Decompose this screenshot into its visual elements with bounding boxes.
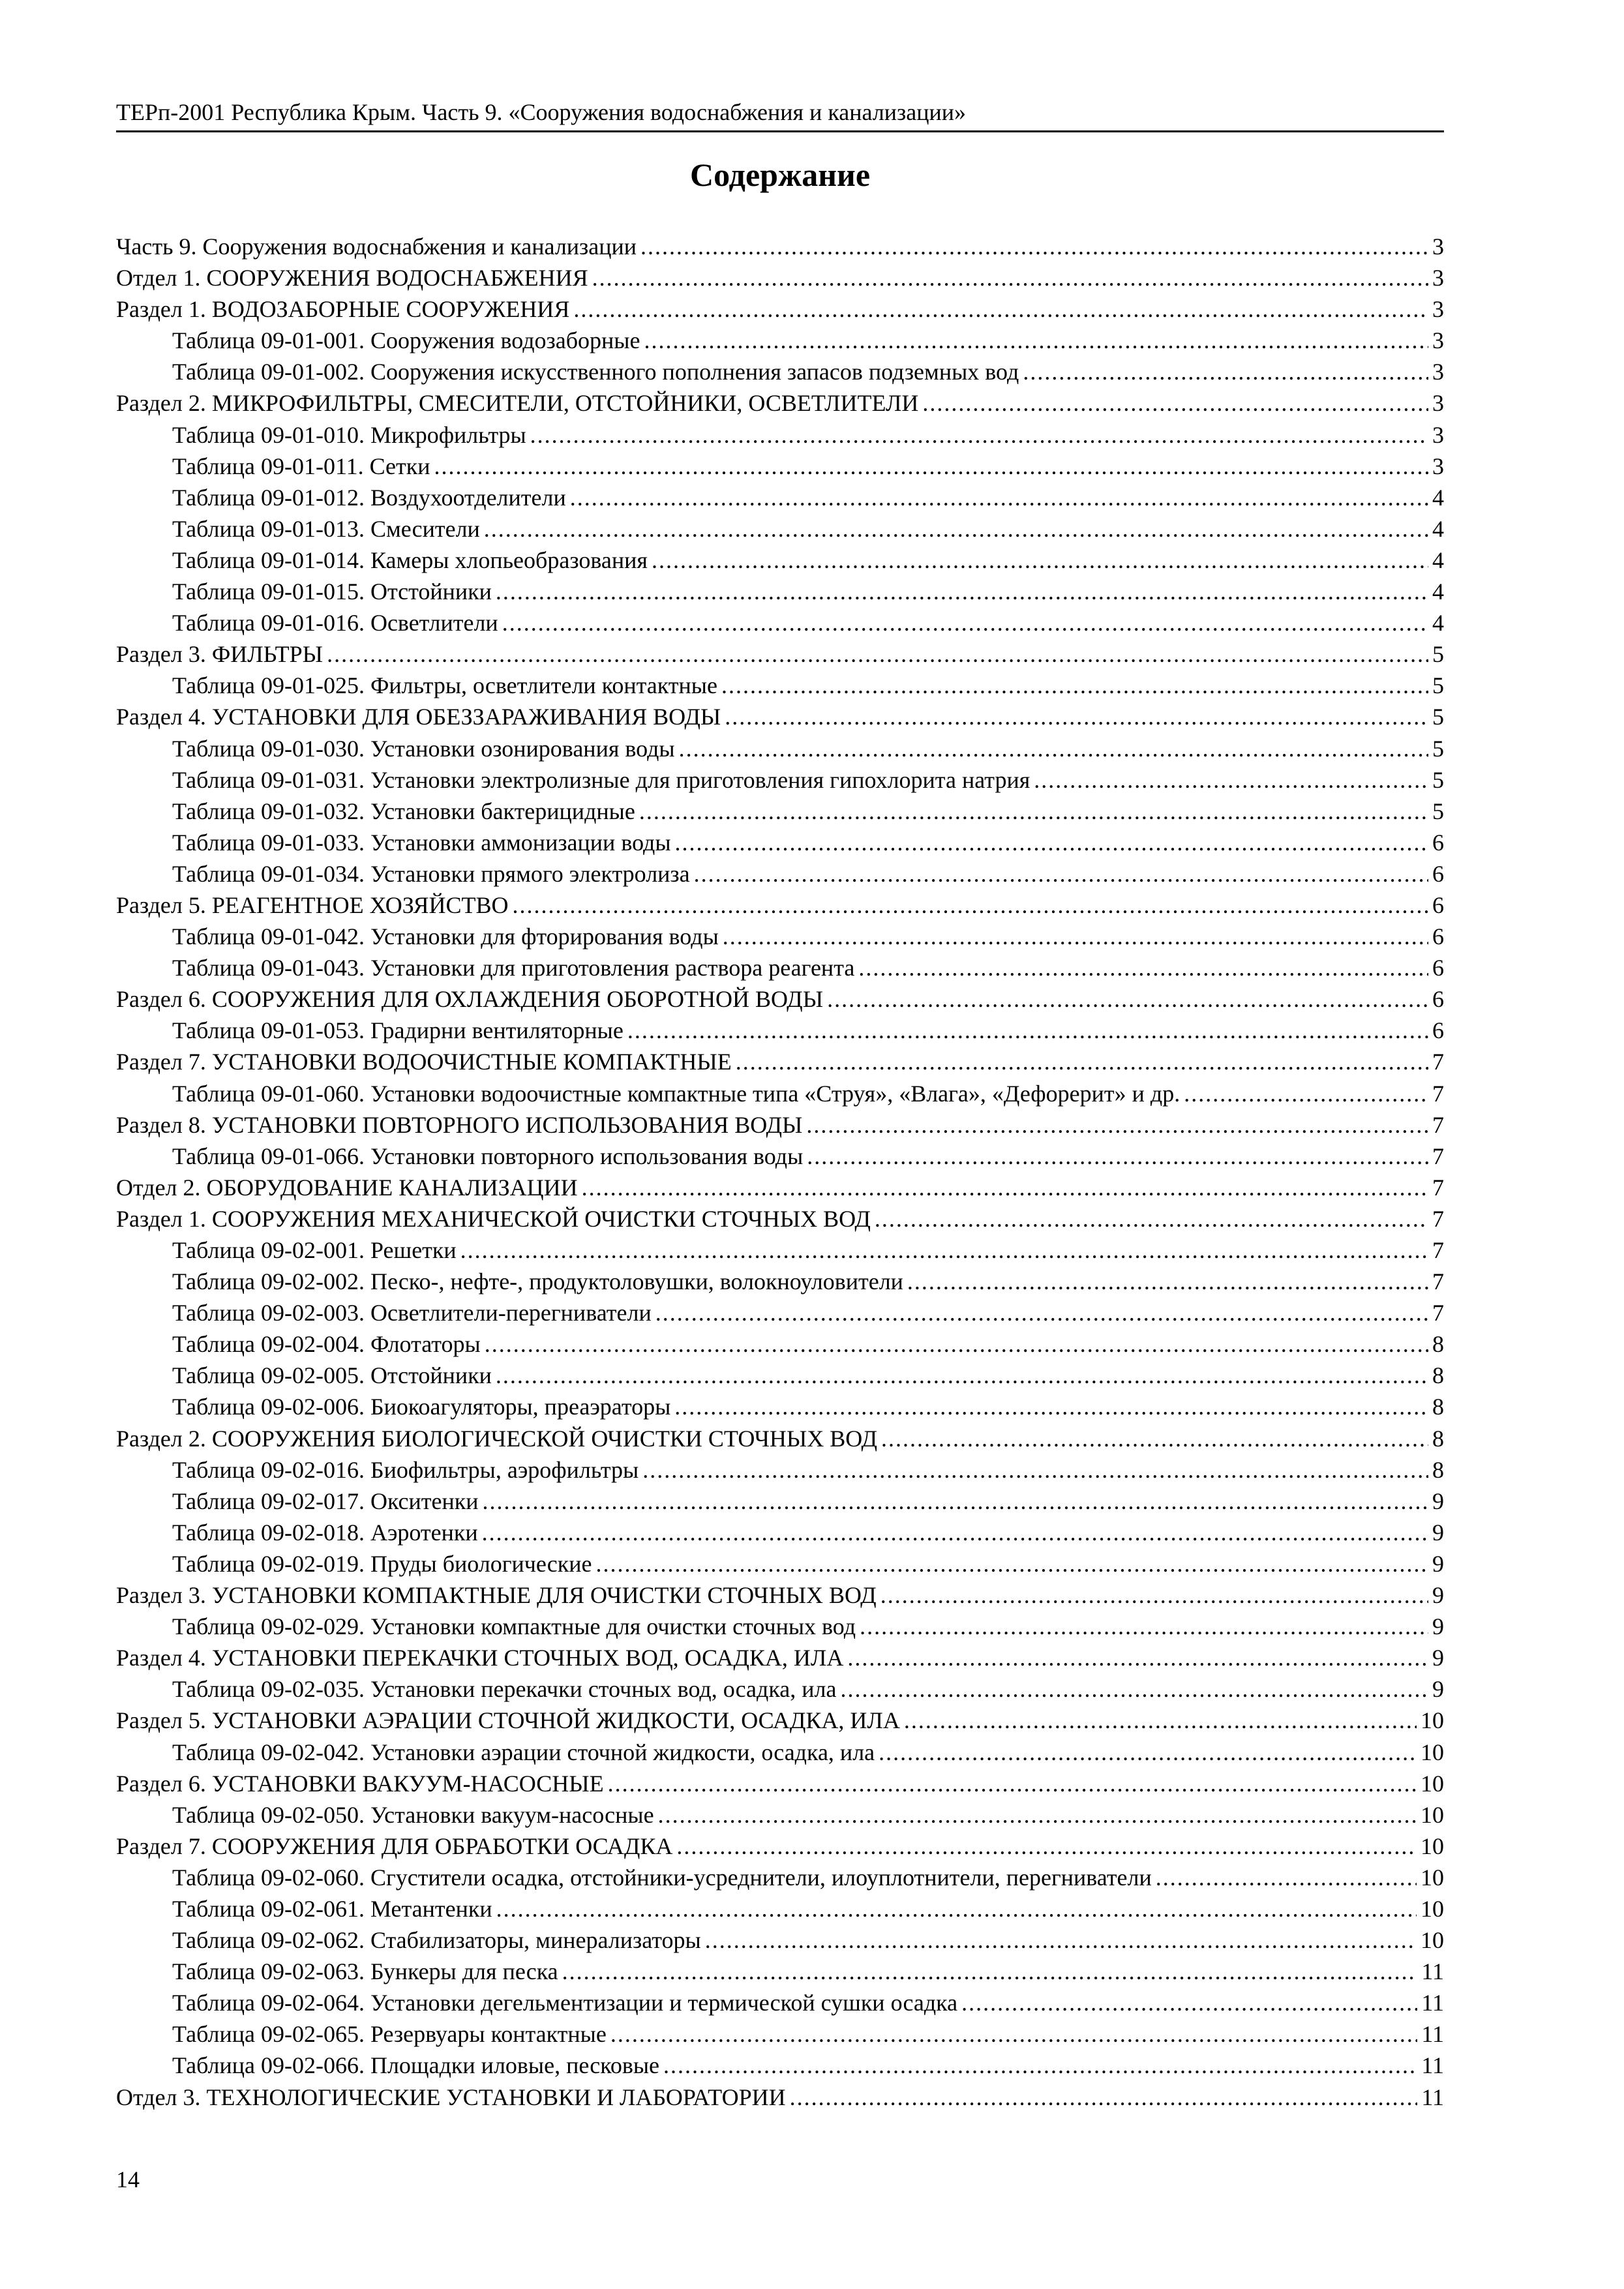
toc-entry-page: 7	[1432, 1143, 1444, 1169]
toc-entry[interactable]	[116, 1266, 1444, 1297]
toc-entry-title: Таблица 09-01-001. Сооружения водозаборные	[172, 327, 640, 354]
toc-entry-title: Таблица 09-02-017. Окситенки	[172, 1488, 479, 1514]
dot-leader	[608, 1768, 1417, 1799]
dot-leader	[496, 576, 1428, 607]
toc-entry[interactable]	[116, 1360, 1444, 1391]
dot-leader	[573, 293, 1428, 325]
toc-entry-title: Таблица 09-01-043. Установки для приготовления раствора реагента	[172, 955, 855, 981]
toc-entry-page: 10	[1421, 1707, 1444, 1734]
toc-entry[interactable]	[116, 1015, 1444, 1046]
toc-entry-title: Раздел 6. УСТАНОВКИ ВАКУУМ-НАСОСНЫЕ	[116, 1770, 604, 1797]
toc-entry[interactable]	[116, 2050, 1444, 2081]
dot-leader	[881, 1423, 1428, 1454]
toc-entry[interactable]	[116, 419, 1444, 451]
dot-leader	[562, 1956, 1418, 1987]
toc-entry-title: Таблица 09-02-006. Биокоагуляторы, преаэраторы	[172, 1394, 671, 1420]
toc-entry-page: 7	[1432, 1300, 1444, 1326]
toc-entry[interactable]	[116, 451, 1444, 482]
toc-entry-title: Раздел 2. СООРУЖЕНИЯ БИОЛОГИЧЕСКОЙ ОЧИСТКИ СТОЧНЫХ ВОД	[116, 1425, 878, 1452]
toc-entry-title: Таблица 09-02-065. Резервуары контактные	[172, 2021, 607, 2048]
toc-entry-title: Таблица 09-02-004. Флотаторы	[172, 1331, 481, 1358]
toc-entry-title: Таблица 09-02-062. Стабилизаторы, минерализаторы	[172, 1927, 701, 1954]
toc-entry-title: Таблица 09-02-016. Биофильтры, аэрофильтры	[172, 1456, 639, 1483]
toc-entry-title: Таблица 09-02-029. Установки компактные для очистки сточных вод	[172, 1613, 856, 1640]
dot-leader	[847, 1642, 1428, 1673]
toc-entry-page: 9	[1432, 1582, 1444, 1609]
dot-leader	[642, 1454, 1428, 1486]
toc-entry-page: 3	[1432, 390, 1444, 417]
toc-entry[interactable]	[116, 356, 1444, 387]
toc-entry-page: 9	[1432, 1645, 1444, 1671]
toc-entry-title: Раздел 4. УСТАНОВКИ ДЛЯ ОБЕЗЗАРАЖИВАНИЯ ВОДЫ	[116, 704, 721, 730]
dot-leader	[434, 451, 1428, 482]
dot-leader	[705, 1924, 1417, 1956]
toc-entry[interactable]	[116, 1642, 1444, 1673]
toc-entry[interactable]	[116, 1548, 1444, 1579]
toc-entry-title: Таблица 09-01-030. Установки озонирования воды	[172, 735, 675, 762]
dot-leader	[530, 419, 1428, 451]
dot-leader	[496, 1360, 1428, 1391]
toc-entry-page: 10	[1421, 1770, 1444, 1797]
dot-leader	[736, 1046, 1428, 1077]
toc-entry[interactable]	[116, 1046, 1444, 1077]
toc-entry-page: 5	[1432, 766, 1444, 793]
toc-entry[interactable]	[116, 1391, 1444, 1422]
dot-leader	[639, 796, 1428, 827]
dot-leader	[610, 2018, 1418, 2050]
toc-entry-page: 11	[1421, 2084, 1444, 2110]
toc-entry-page: 7	[1432, 1268, 1444, 1295]
toc-entry[interactable]	[116, 1109, 1444, 1141]
dot-leader	[904, 1705, 1417, 1736]
dot-leader	[674, 1391, 1428, 1422]
toc-entry-page: 4	[1432, 578, 1444, 605]
toc-entry[interactable]	[116, 796, 1444, 827]
toc-entry-page: 6	[1432, 891, 1444, 918]
toc-entry-title: Таблица 09-01-060. Установки водоочистные компактные типа «Струя», «Влага», «Дефорерит» и др.	[172, 1080, 1180, 1107]
dot-leader	[961, 1987, 1417, 2018]
toc-entry-title: Раздел 1. ВОДОЗАБОРНЫЕ СООРУЖЕНИЯ	[116, 296, 570, 323]
toc-entry-title: Отдел 1. СООРУЖЕНИЯ ВОДОСНАБЖЕНИЯ	[116, 265, 588, 292]
toc-entry-page: 3	[1432, 359, 1444, 385]
toc-entry-title: Таблица 09-01-031. Установки электролизные для приготовления гипохлорита натрия	[172, 766, 1030, 793]
page-title: Содержание	[689, 157, 871, 193]
dot-leader	[807, 1141, 1428, 1172]
toc-entry-page: 3	[1432, 296, 1444, 323]
toc-entry-title: Таблица 09-02-005. Отстойники	[172, 1362, 492, 1389]
toc-entry-page: 8	[1432, 1362, 1444, 1389]
toc-entry-title: Раздел 1. СООРУЖЕНИЯ МЕХАНИЧЕСКОЙ ОЧИСТКИ СТОЧНЫХ ВОД	[116, 1205, 871, 1232]
dot-leader	[676, 1831, 1417, 1862]
toc-entry-page: 5	[1432, 735, 1444, 762]
toc-entry[interactable]	[116, 1454, 1444, 1486]
dot-leader	[725, 701, 1428, 732]
toc-entry-page: 7	[1432, 1205, 1444, 1232]
toc-entry-page: 3	[1432, 265, 1444, 292]
toc-entry-page: 6	[1432, 1017, 1444, 1044]
toc-entry-page: 3	[1432, 233, 1444, 260]
toc-entry-page: 4	[1432, 546, 1444, 573]
dot-leader	[596, 1548, 1429, 1579]
dot-leader	[922, 387, 1428, 419]
toc-entry-title: Таблица 09-01-053. Градирни вентиляторные	[172, 1017, 624, 1044]
toc-entry[interactable]	[116, 1893, 1444, 1924]
toc-entry-page: 4	[1432, 515, 1444, 542]
dot-leader	[592, 262, 1428, 293]
toc-entry-title: Раздел 5. УСТАНОВКИ АЭРАЦИИ СТОЧНОЙ ЖИДКОСТИ, ОСАДКА, ИЛА	[116, 1707, 900, 1734]
toc-entry-title: Отдел 3. ТЕХНОЛОГИЧЕСКИЕ УСТАНОВКИ И ЛАБОРАТОРИИ	[116, 2084, 786, 2110]
toc-entry-page: 9	[1432, 1613, 1444, 1640]
dot-leader	[806, 1109, 1428, 1141]
toc-entry-title: Таблица 09-02-001. Решетки	[172, 1237, 457, 1263]
toc-entry-page: 6	[1432, 986, 1444, 1013]
dot-leader	[721, 670, 1428, 701]
page-number: 14	[116, 2166, 140, 2192]
toc-entry-page: 11	[1421, 2021, 1444, 2048]
toc-entry-title: Раздел 7. УСТАНОВКИ ВОДООЧИСТНЫЕ КОМПАКТНЫЕ	[116, 1049, 732, 1075]
dot-leader	[502, 607, 1428, 638]
toc-entry[interactable]	[116, 1172, 1444, 1203]
toc-entry-title: Таблица 09-01-010. Микрофильтры	[172, 421, 526, 448]
toc-entry-page: 7	[1432, 1080, 1444, 1107]
toc-entry[interactable]	[116, 827, 1444, 858]
toc-entry-title: Отдел 2. ОБОРУДОВАНИЕ КАНАЛИЗАЦИИ	[116, 1174, 578, 1201]
toc-entry-title: Таблица 09-02-060. Сгустители осадка, отстойники-усреднители, илоуплотнители, перегниватели	[172, 1864, 1152, 1891]
toc-entry-title: Таблица 09-02-002. Песко-, нефте-, продуктоловушки, волокноуловители	[172, 1268, 903, 1295]
toc-entry[interactable]	[116, 1737, 1444, 1768]
toc-entry-title: Раздел 4. УСТАНОВКИ ПЕРЕКАЧКИ СТОЧНЫХ ВОД, ОСАДКА, ИЛА	[116, 1645, 844, 1671]
toc-entry-page: 5	[1432, 641, 1444, 668]
toc-entry-title: Раздел 8. УСТАНОВКИ ПОВТОРНОГО ИСПОЛЬЗОВАНИЯ ВОДЫ	[116, 1111, 803, 1138]
toc-entry-page: 5	[1432, 704, 1444, 730]
toc-entry-title: Таблица 09-02-066. Площадки иловые, песковые	[172, 2052, 660, 2079]
toc-entry-page: 11	[1421, 1958, 1444, 1985]
dot-leader	[570, 482, 1428, 513]
toc-entry-page: 3	[1432, 453, 1444, 479]
dot-leader	[723, 921, 1428, 952]
dot-leader	[484, 513, 1428, 545]
dot-leader	[879, 1737, 1417, 1768]
toc-entry[interactable]	[116, 1862, 1444, 1893]
dot-leader	[694, 858, 1428, 890]
toc-entry-page: 6	[1432, 955, 1444, 981]
dot-leader	[907, 1266, 1428, 1297]
toc-entry[interactable]	[116, 293, 1444, 325]
toc-entry[interactable]	[116, 764, 1444, 796]
toc-entry-title: Таблица 09-02-042. Установки аэрации сточной жидкости, осадка, ила	[172, 1739, 875, 1765]
toc-entry-page: 10	[1421, 1739, 1444, 1765]
toc-entry[interactable]	[116, 1611, 1444, 1642]
toc-entry-page: 8	[1432, 1394, 1444, 1420]
toc-entry[interactable]	[116, 1078, 1444, 1109]
dot-leader	[827, 983, 1428, 1015]
toc-entry[interactable]	[116, 513, 1444, 545]
toc-entry-title: Таблица 09-02-063. Бункеры для песка	[172, 1958, 558, 1985]
toc-entry-page: 8	[1432, 1331, 1444, 1358]
toc-entry[interactable]	[116, 921, 1444, 952]
dot-leader	[652, 545, 1428, 576]
toc-entry-title: Таблица 09-02-003. Осветлители-перегниватели	[172, 1300, 652, 1326]
toc-entry-title: Таблица 09-01-066. Установки повторного использования воды	[172, 1143, 804, 1169]
toc-entry[interactable]	[116, 701, 1444, 732]
dot-leader	[875, 1203, 1428, 1234]
dot-leader	[1034, 764, 1428, 796]
toc-entry-title: Таблица 09-01-033. Установки аммонизации воды	[172, 829, 671, 856]
toc-entry-title: Таблица 09-01-016. Осветлители	[172, 610, 498, 636]
dot-leader	[485, 1328, 1428, 1360]
toc-entry[interactable]	[116, 1234, 1444, 1266]
toc-entry[interactable]	[116, 262, 1444, 293]
toc-entry-page: 8	[1432, 1425, 1444, 1452]
toc-entry[interactable]	[116, 1768, 1444, 1799]
toc-entry[interactable]	[116, 607, 1444, 638]
toc-entry-title: Таблица 09-01-034. Установки прямого электролиза	[172, 860, 690, 887]
toc-entry-page: 7	[1432, 1049, 1444, 1075]
dot-leader	[1156, 1862, 1417, 1893]
toc-entry[interactable]	[116, 482, 1444, 513]
toc-entry[interactable]	[116, 1297, 1444, 1328]
toc-entry-title: Раздел 6. СООРУЖЕНИЯ ДЛЯ ОХЛАЖДЕНИЯ ОБОРОТНОЙ ВОДЫ	[116, 986, 824, 1013]
toc-entry-page: 11	[1421, 1990, 1444, 2016]
dot-leader	[663, 2050, 1417, 2081]
toc-entry-page: 8	[1432, 1456, 1444, 1483]
toc-entry[interactable]	[116, 670, 1444, 701]
toc-entry[interactable]	[116, 1831, 1444, 1862]
toc-entry[interactable]	[116, 325, 1444, 356]
toc-entry[interactable]	[116, 1924, 1444, 1956]
toc-entry[interactable]	[116, 1203, 1444, 1234]
dot-leader	[1184, 1078, 1428, 1109]
dot-leader	[496, 1893, 1417, 1924]
toc-entry[interactable]	[116, 858, 1444, 890]
toc-entry-title: Таблица 09-01-032. Установки бактерицидные	[172, 798, 635, 824]
toc-entry[interactable]	[116, 387, 1444, 419]
toc-entry-title: Таблица 09-02-050. Установки вакуум-насосные	[172, 1801, 654, 1828]
toc-entry-page: 6	[1432, 829, 1444, 856]
toc-entry[interactable]	[116, 952, 1444, 983]
dot-leader	[482, 1517, 1428, 1548]
dot-leader	[880, 1579, 1428, 1611]
toc-entry[interactable]	[116, 1799, 1444, 1831]
toc-entry[interactable]	[116, 2082, 1444, 2113]
dot-leader	[858, 952, 1428, 983]
toc-entry-title: Раздел 3. УСТАНОВКИ КОМПАКТНЫЕ ДЛЯ ОЧИСТКИ СТОЧНЫХ ВОД	[116, 1582, 877, 1609]
toc-entry[interactable]	[116, 1517, 1444, 1548]
toc-entry[interactable]	[116, 890, 1444, 921]
toc-entry-title: Таблица 09-02-064. Установки дегельментизации и термической сушки осадка	[172, 1990, 958, 2016]
toc-entry[interactable]	[116, 1328, 1444, 1360]
toc-entry-page: 7	[1432, 1174, 1444, 1201]
toc-entry[interactable]	[116, 1705, 1444, 1736]
toc-entry-title: Таблица 09-02-018. Аэротенки	[172, 1519, 478, 1546]
dot-leader	[327, 638, 1428, 670]
toc-entry-title: Таблица 09-02-061. Метантенки	[172, 1895, 492, 1922]
toc-entry-title: Таблица 09-02-019. Пруды биологические	[172, 1550, 592, 1577]
toc-entry[interactable]	[116, 1987, 1444, 2018]
toc-entry[interactable]	[116, 2018, 1444, 2050]
toc-entry-page: 9	[1432, 1676, 1444, 1703]
dot-leader	[460, 1234, 1428, 1266]
toc-entry[interactable]	[116, 1579, 1444, 1611]
toc-entry-page: 10	[1421, 1833, 1444, 1859]
toc-entry-title: Таблица 09-01-014. Камеры хлопьеобразования	[172, 546, 648, 573]
toc-entry-page: 9	[1432, 1550, 1444, 1577]
toc-entry-title: Таблица 09-01-042. Установки для фторирования воды	[172, 923, 719, 950]
toc-entry-page: 9	[1432, 1519, 1444, 1546]
toc-entry[interactable]	[116, 1486, 1444, 1517]
toc-entry[interactable]	[116, 1673, 1444, 1705]
dot-leader	[655, 1297, 1428, 1328]
toc-entry[interactable]	[116, 576, 1444, 607]
toc-entry[interactable]	[116, 1956, 1444, 1987]
toc-entry-title: Таблица 09-02-035. Установки перекачки сточных вод, осадка, ила	[172, 1676, 837, 1703]
toc-entry-page: 4	[1432, 610, 1444, 636]
dot-leader	[840, 1673, 1428, 1705]
toc-entry[interactable]	[116, 983, 1444, 1015]
dot-leader	[640, 231, 1428, 262]
toc-entry-title: Часть 9. Сооружения водоснабжения и канализации	[116, 233, 637, 260]
toc-entry[interactable]	[116, 1423, 1444, 1454]
toc-entry-title: Раздел 3. ФИЛЬТРЫ	[116, 641, 323, 668]
toc-entry-title: Таблица 09-01-015. Отстойники	[172, 578, 492, 605]
running-header: ТЕРп-2001 Республика Крым. Часть 9. «Сооружения водоснабжения и канализации»	[116, 99, 967, 125]
toc-entry-page: 10	[1421, 1864, 1444, 1891]
toc-entry-page: 3	[1432, 421, 1444, 448]
dot-leader	[627, 1015, 1428, 1046]
dot-leader	[679, 733, 1428, 764]
dot-leader	[658, 1799, 1417, 1831]
toc-entry-page: 9	[1432, 1488, 1444, 1514]
toc-entry[interactable]	[116, 231, 1444, 262]
toc-entry-title: Раздел 2. МИКРОФИЛЬТРЫ, СМЕСИТЕЛИ, ОТСТОЙНИКИ, ОСВЕТЛИТЕЛИ	[116, 390, 919, 417]
dot-leader	[483, 1486, 1428, 1517]
toc-entry-title: Таблица 09-01-011. Сетки	[172, 453, 430, 479]
toc-entry[interactable]	[116, 733, 1444, 764]
dot-leader	[860, 1611, 1428, 1642]
toc-entry-page: 4	[1432, 484, 1444, 511]
toc-entry-title: Таблица 09-01-025. Фильтры, осветлители контактные	[172, 672, 717, 699]
dot-leader	[1023, 356, 1428, 387]
toc-entry-title: Раздел 5. РЕАГЕНТНОЕ ХОЗЯЙСТВО	[116, 891, 509, 918]
toc-entry-page: 6	[1432, 923, 1444, 950]
toc-entry[interactable]	[116, 545, 1444, 576]
toc-entry[interactable]	[116, 1141, 1444, 1172]
toc-entry-page: 7	[1432, 1111, 1444, 1138]
toc-entry-title: Таблица 09-01-013. Смесители	[172, 515, 480, 542]
dot-leader	[644, 325, 1428, 356]
dot-leader	[790, 2082, 1418, 2113]
dot-leader	[512, 890, 1428, 921]
toc-entry-page: 10	[1421, 1927, 1444, 1954]
dot-leader	[675, 827, 1428, 858]
toc-entry-page: 3	[1432, 327, 1444, 354]
toc-entry[interactable]	[116, 638, 1444, 670]
toc-entry-page: 5	[1432, 798, 1444, 824]
dot-leader	[582, 1172, 1428, 1203]
toc-entry-page: 10	[1421, 1801, 1444, 1828]
toc-entry-page: 10	[1421, 1895, 1444, 1922]
toc-entry-title: Таблица 09-01-002. Сооружения искусственного пополнения запасов подземных вод	[172, 359, 1019, 385]
toc-entry-title: Раздел 7. СООРУЖЕНИЯ ДЛЯ ОБРАБОТКИ ОСАДКА	[116, 1833, 673, 1859]
toc-entry-page: 7	[1432, 1237, 1444, 1263]
table-of-contents	[116, 231, 1444, 2113]
toc-entry-page: 6	[1432, 860, 1444, 887]
toc-entry-page: 11	[1421, 2052, 1444, 2079]
header-rule	[116, 130, 1444, 132]
toc-entry-page: 5	[1432, 672, 1444, 699]
toc-entry-title: Таблица 09-01-012. Воздухоотделители	[172, 484, 566, 511]
